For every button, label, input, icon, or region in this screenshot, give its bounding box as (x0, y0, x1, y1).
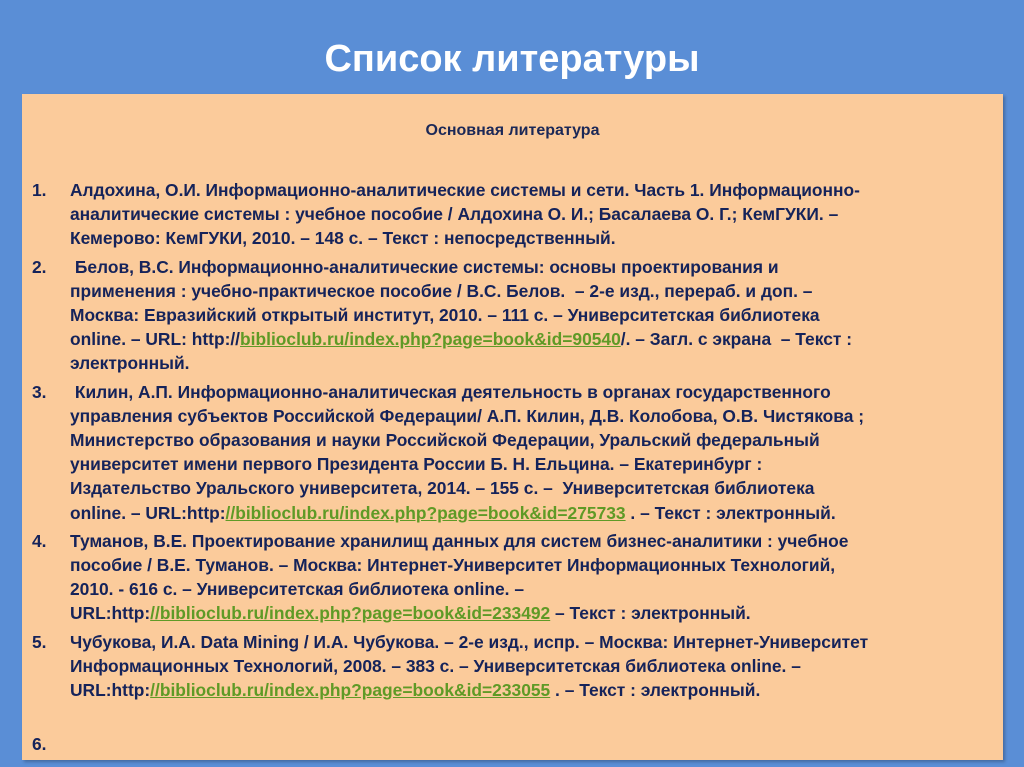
citation-line (70, 202, 987, 226)
list-item-number: 1. (32, 180, 47, 200)
citation-link[interactable]: //biblioclub.ru/index.php?page=book&id=233055 (150, 680, 551, 701)
list-item-number: 4. (32, 530, 47, 551)
citation-line (70, 654, 987, 678)
citation-line (70, 452, 987, 476)
citation-text: Министерство образования и науки Российской Федерации, Уральский федеральный (70, 430, 820, 451)
citation-line (70, 303, 987, 327)
citation-line (70, 178, 987, 202)
citation-text: Алдохина, О.И. Информационно-аналитические системы и сети. Часть 1. Информационно- (70, 180, 860, 200)
bibliography-item (32, 255, 987, 376)
citation-line (70, 327, 987, 351)
citation-link[interactable]: biblioclub.ru/index.php?page=book&id=90540 (240, 329, 621, 350)
list-item-number: 2. (32, 256, 47, 277)
bibliography-item (32, 380, 987, 525)
section-heading: Основная литература (425, 122, 600, 139)
citation-line (70, 380, 987, 404)
citation-text: Килин, А.П. Информационно-аналитическая деятельность в органах государственного (70, 381, 831, 402)
citation-text: университет имени первого Президента России Б. Н. Ельцина. – Екатеринбург : (70, 454, 763, 475)
bibliography-item (32, 630, 987, 703)
citation-line (70, 678, 987, 702)
citation-text: Москва: Евразийский открытый институт, 2010. – 111 с. – Университетская библиотека (70, 305, 820, 326)
citation-text: online. – URL:http: (70, 502, 226, 523)
citation-text: . – Текст : электронный. (625, 502, 836, 523)
citation-link[interactable]: //biblioclub.ru/index.php?page=book&id=275733 (225, 502, 626, 523)
citation-text: Издательство Уральского университета, 2014. – 155 с. – Университетская библиотека (70, 478, 815, 499)
citation-text: электронный. (70, 353, 190, 374)
citation-line (70, 404, 987, 428)
citation-text: применения : учебно-практическое пособие / В.С. Белов. – 2-е изд., перераб. и доп. – (70, 280, 813, 301)
citation-text: Чубукова, И.А. Data Mining / И.А. Чубукова. – 2-е изд., испр. – Москва: Интернет-Университет (70, 631, 869, 652)
list-item-number: 3. (32, 381, 47, 402)
citation-text: Информационных Технологий, 2008. – 383 с. – Университетская библиотека online. – (70, 655, 801, 676)
citation-line (70, 577, 987, 601)
citation-line (70, 255, 987, 279)
citation-line (70, 529, 987, 553)
list-item-number: 6. (32, 734, 47, 754)
citation-line (70, 630, 987, 654)
citation-line (70, 351, 987, 375)
citation-text: 2010. - 616 с. – Университетская библиотека online. – (70, 579, 525, 600)
citation-line (70, 476, 987, 500)
citation-line (70, 501, 987, 525)
citation-text: /. – Загл. с экрана – Текст : (620, 329, 853, 350)
citation-line (70, 553, 987, 577)
citation-text: online. – URL: http:// (70, 329, 241, 350)
citation-text: URL:http: (70, 603, 151, 624)
citation-text: Туманов, В.Е. Проектирование хранилищ данных для систем бизнес-аналитики : учебное (70, 530, 849, 551)
citation-text: управления субъектов Российской Федерации/ А.П. Килин, Д.В. Колобова, О.В. Чистякова ; (70, 405, 865, 426)
list-item-number: 5. (32, 631, 47, 652)
citation-line (70, 226, 987, 250)
citation-line (70, 601, 987, 625)
citation-text: . – Текст : электронный. (550, 680, 761, 701)
citation-line (70, 428, 987, 452)
citation-text: аналитические системы : учебное пособие / Алдохина О. И.; Басалаева О. Г.; КемГУКИ. – (70, 204, 839, 225)
citation-text: URL:http: (70, 680, 151, 701)
bibliography-item (32, 178, 987, 251)
citation-text: Кемерово: КемГУКИ, 2010. – 148 с. – Текст : непосредственный. (70, 228, 616, 249)
citation-text: Белов, В.С. Информационно-аналитические системы: основы проектирования и (70, 256, 779, 277)
bibliography-list (32, 178, 987, 706)
slide-title: Список литературы (324, 38, 700, 80)
citation-text: – Текст : электронный. (550, 603, 751, 624)
citation-text: пособие / В.Е. Туманов. – Москва: Интернет-Университет Информационных Технологий, (70, 555, 836, 576)
bibliography-item (32, 529, 987, 626)
content-panel (22, 94, 1003, 760)
citation-link[interactable]: //biblioclub.ru/index.php?page=book&id=233492 (150, 603, 551, 624)
citation-line (70, 279, 987, 303)
